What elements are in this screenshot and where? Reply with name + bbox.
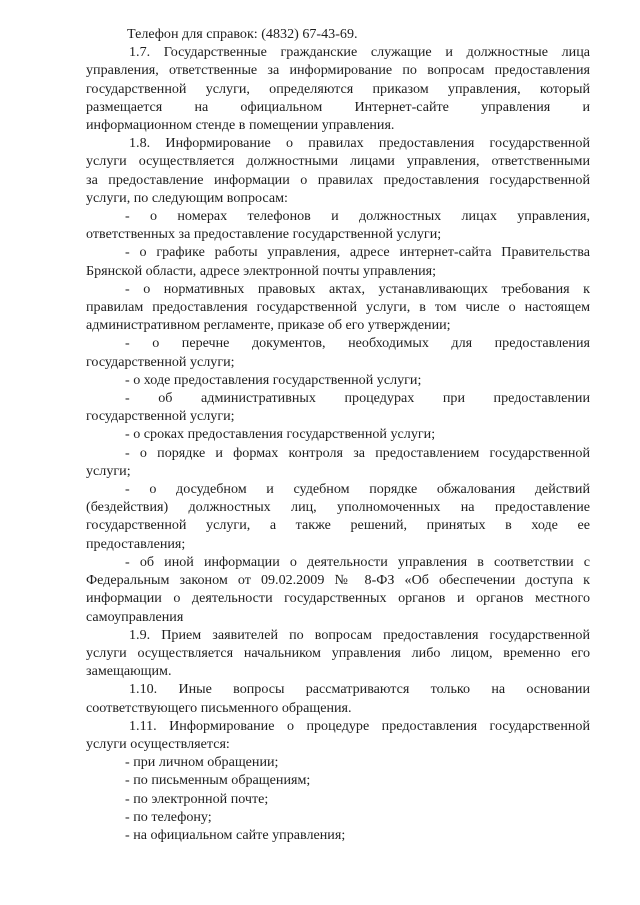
text-line: - о нормативных правовых актах, устанавливающих требования к — [125, 280, 590, 297]
bullet-procedures — [86, 389, 590, 425]
text-line: - о порядке и формах контроля за предоставлением государственной — [125, 444, 590, 461]
text-line: 1.11. Информирование о процедуре предоставления государственной — [129, 717, 590, 734]
list-item: - по электронной почте; — [125, 790, 269, 807]
list-item: - на официальном сайте управления; — [125, 826, 346, 843]
text-line: государственной услуги, определяются приказом управления, который — [86, 80, 590, 97]
paragraph-1-9 — [86, 626, 590, 681]
text-line: размещается на официальном Интернет-сайте управления и — [86, 98, 590, 115]
channels-list — [86, 753, 590, 844]
text-line: замещающим. — [86, 663, 172, 680]
text-line: предоставления; — [86, 535, 186, 552]
text-line: за предоставление информации о правилах предоставления государственной — [86, 171, 590, 188]
text-line: управления, ответственные за информирование по вопросам предоставления — [86, 62, 590, 79]
paragraph-1-7 — [86, 43, 590, 134]
text-line: - об иной информации о деятельности управления в соответствии с — [125, 553, 590, 570]
text-line: услуги, по следующим вопросам: — [86, 189, 288, 206]
bullet-terms — [86, 425, 590, 443]
text-line: Федеральным законом от 09.02.2009 № 8-ФЗ «Об обеспечении доступа к — [86, 572, 590, 589]
text-line: информационном стенде в помещении управления. — [86, 117, 395, 134]
text-line: - о графике работы управления, адресе интернет-сайта Правительства — [125, 244, 590, 261]
bullet-legal-acts — [86, 280, 590, 335]
text-line: Брянской области, адресе электронной почты управления; — [86, 262, 437, 279]
text-line: - о досудебном и судебном порядке обжалования действий — [125, 481, 590, 498]
bullet-schedule — [86, 243, 590, 279]
text-line: информации о деятельности государственных органов и органов местного — [86, 590, 590, 607]
text-line: самоуправления — [86, 608, 184, 625]
list-item: - при личном обращении; — [125, 754, 279, 771]
text-line: услуги осуществляется должностными лицами управления, ответственными — [86, 153, 590, 170]
text-line: услуги осуществляется начальником управления либо лицом, временно его — [86, 644, 590, 661]
list-item: - по письменным обращениям; — [125, 772, 311, 789]
bullet-progress — [86, 371, 590, 389]
text-line: (бездействия) должностных лиц, уполномоченных на предоставление — [86, 499, 590, 516]
text-line: административном регламенте, приказе об его утверждении; — [86, 317, 451, 334]
text-line: - об административных процедурах при предоставлении — [125, 390, 590, 407]
text-line: ответственных за предоставление государственной услуги; — [86, 226, 442, 243]
paragraph-1-11 — [86, 717, 590, 753]
bullet-control — [86, 444, 590, 480]
list-item: - по телефону; — [125, 808, 212, 825]
text-line: правилам предоставления государственной услуги, в том числе о настоящем — [86, 299, 590, 316]
phone-line: Телефон для справок: (4832) 67-43-69. — [127, 26, 358, 42]
bullet-appeal — [86, 480, 590, 553]
text-line: государственной услуги; — [86, 408, 235, 425]
paragraph-1-8 — [86, 134, 590, 207]
text-line: соответствующего письменного обращения. — [86, 699, 352, 716]
bullet-phones — [86, 207, 590, 243]
text-line: 1.10. Иные вопросы рассматриваются только на основании — [129, 681, 590, 698]
text-line: государственной услуги, а также решений, принятых в ходе ее — [86, 517, 590, 534]
text-line: - о номерах телефонов и должностных лицах управления, — [125, 208, 590, 225]
bullet-other-info — [86, 553, 590, 626]
text-line: - о перечне документов, необходимых для предоставления — [125, 335, 590, 352]
text-line: услуги осуществляется: — [86, 735, 230, 752]
bullet-documents — [86, 334, 590, 370]
paragraph-1-10 — [86, 680, 590, 716]
text-line: 1.8. Информирование о правилах предоставления государственной — [129, 135, 590, 152]
text-line: - о ходе предоставления государственной услуги; — [125, 371, 422, 388]
document-page — [86, 25, 590, 844]
text-line: 1.9. Прием заявителей по вопросам предоставления государственной — [129, 626, 590, 643]
text-line: услуги; — [86, 462, 131, 479]
text-line: 1.7. Государственные гражданские служащие и должностные лица — [129, 44, 590, 61]
text-line: государственной услуги; — [86, 353, 235, 370]
text-line: - о сроках предоставления государственной услуги; — [125, 426, 436, 443]
